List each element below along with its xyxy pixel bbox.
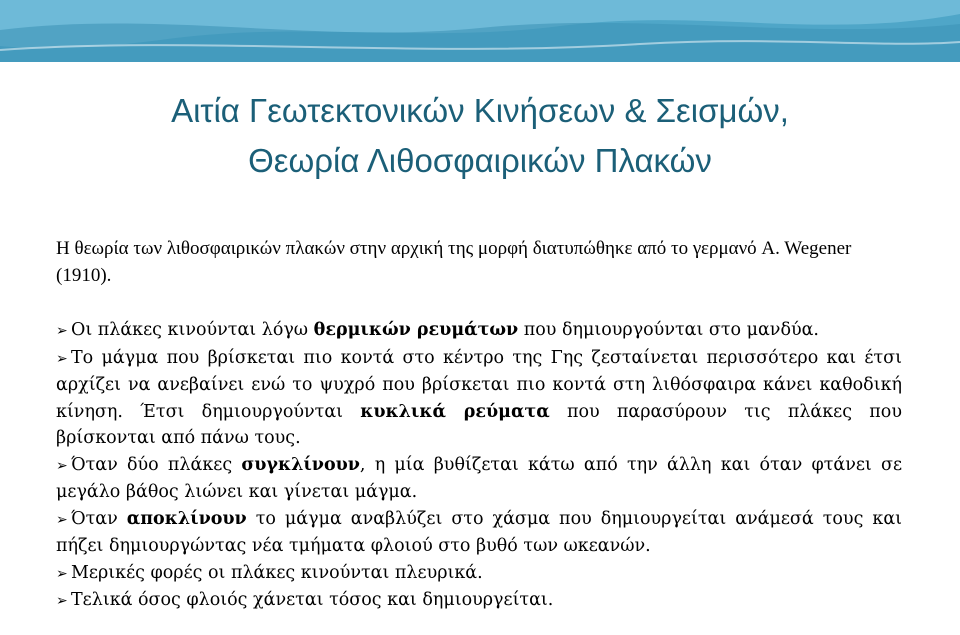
arrow-bullet-icon: ➢ <box>56 323 68 339</box>
bullet-item: ➢ Όταν αποκλίνουν το μάγμα αναβλύζει στο χάσμα που δημιουργείται ανάμεσά τους και πήζει δημιουργώντας νέα τμήματα φλοιού στο βυθό των ωκεανών. <box>56 508 902 556</box>
title-line-2: Θεωρία Λιθοσφαιρικών Πλακών <box>248 142 712 179</box>
bullet-item: ➢ Μερικές φορές οι πλάκες κινούνται πλευρικά. <box>56 560 902 588</box>
bullet-item: ➢ Τελικά όσος φλοιός χάνεται τόσος και δημιουργείται. <box>56 587 902 615</box>
slide-title <box>0 86 960 186</box>
header-band <box>0 0 960 62</box>
bullet-item: ➢ Όταν δύο πλάκες συγκλίνουν, η μία βυθίζεται κάτω από την άλλη και όταν φτάνει σε μεγάλο βάθος λιώνει και γίνεται μάγμα. <box>56 454 903 502</box>
bullet-item: ➢ Το μάγμα που βρίσκεται πιο κοντά στο κέντρο της Γης ζεσταίνεται περισσότερο και έτσι αρχίζει να ανεβαίνει ενώ το ψυχρό που βρίσκεται πιο κοντά στη λιθόσφαιρα κάνει καθοδική κίνηση. Έτσι δημιουργούνται κυκλικά ρεύματα που παρασύρουν τις πλάκες που βρίσκονται από πάνω τους. <box>56 347 902 448</box>
slide-body <box>56 236 902 615</box>
intro-paragraph: Η θεωρία των λιθοσφαιρικών πλακών στην αρχική της μορφή διατυπώθηκε από το γερμανό A. Wegener (1910). <box>56 238 852 286</box>
arrow-bullet-icon: ➢ <box>56 457 68 474</box>
title-line-1: Αιτία Γεωτεκτονικών Κινήσεων & Σεισμών, <box>171 92 789 129</box>
bullet-item: ➢ Οι πλάκες κινούνται λόγω θερμικών ρευμάτων που δημιουργούνται στο μανδύα. <box>56 317 902 345</box>
arrow-bullet-icon: ➢ <box>56 511 68 528</box>
header-wave-decoration <box>0 0 960 62</box>
arrow-bullet-icon: ➢ <box>56 593 68 609</box>
arrow-bullet-icon: ➢ <box>56 565 68 582</box>
arrow-bullet-icon: ➢ <box>56 350 68 367</box>
